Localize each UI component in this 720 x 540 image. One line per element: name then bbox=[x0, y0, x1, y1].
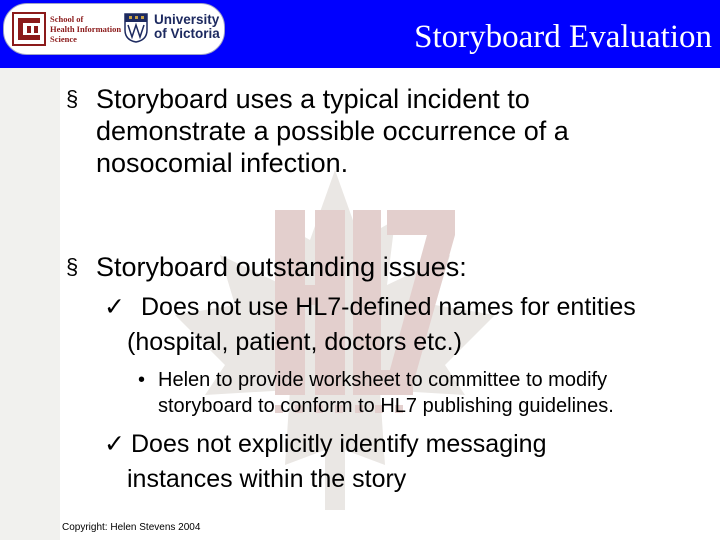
school-logo-icon bbox=[12, 12, 46, 46]
section-marker-icon: § bbox=[66, 86, 79, 111]
school-name: School of Health Information Science bbox=[50, 14, 122, 44]
bullet-item-2: § Storyboard outstanding issues: bbox=[66, 252, 467, 282]
copyright-footer: Copyright: Helen Stevens 2004 bbox=[62, 522, 201, 533]
slide-title: Storyboard Evaluation bbox=[414, 19, 712, 55]
dot-bullet-icon: • bbox=[138, 369, 146, 391]
logo-banner bbox=[3, 3, 225, 55]
checkmark-icon: ✓ bbox=[104, 293, 125, 321]
sub-sub-bullet-item: • Helen to provide worksheet to committee to modify storyboard to conform to HL7 publishing guidelines. bbox=[138, 369, 614, 417]
section-marker-icon: § bbox=[66, 254, 79, 279]
header-bar bbox=[0, 0, 720, 68]
checkmark-icon: ✓ bbox=[104, 430, 125, 458]
sub-bullet-item-1: ✓ Does not use HL7-defined names for entities (hospital, patient, doctors etc.) bbox=[127, 290, 636, 360]
left-margin-bar bbox=[0, 0, 60, 540]
bullet-item-1: § Storyboard uses a typical incident to demonstrate a possible occurrence of a nosocomial infection. bbox=[66, 84, 569, 178]
university-name: University of Victoria bbox=[154, 12, 220, 41]
university-crest-icon bbox=[124, 13, 148, 43]
sub-bullet-item-2: ✓ Does not explicitly identify messaging instances within the story bbox=[127, 427, 546, 497]
